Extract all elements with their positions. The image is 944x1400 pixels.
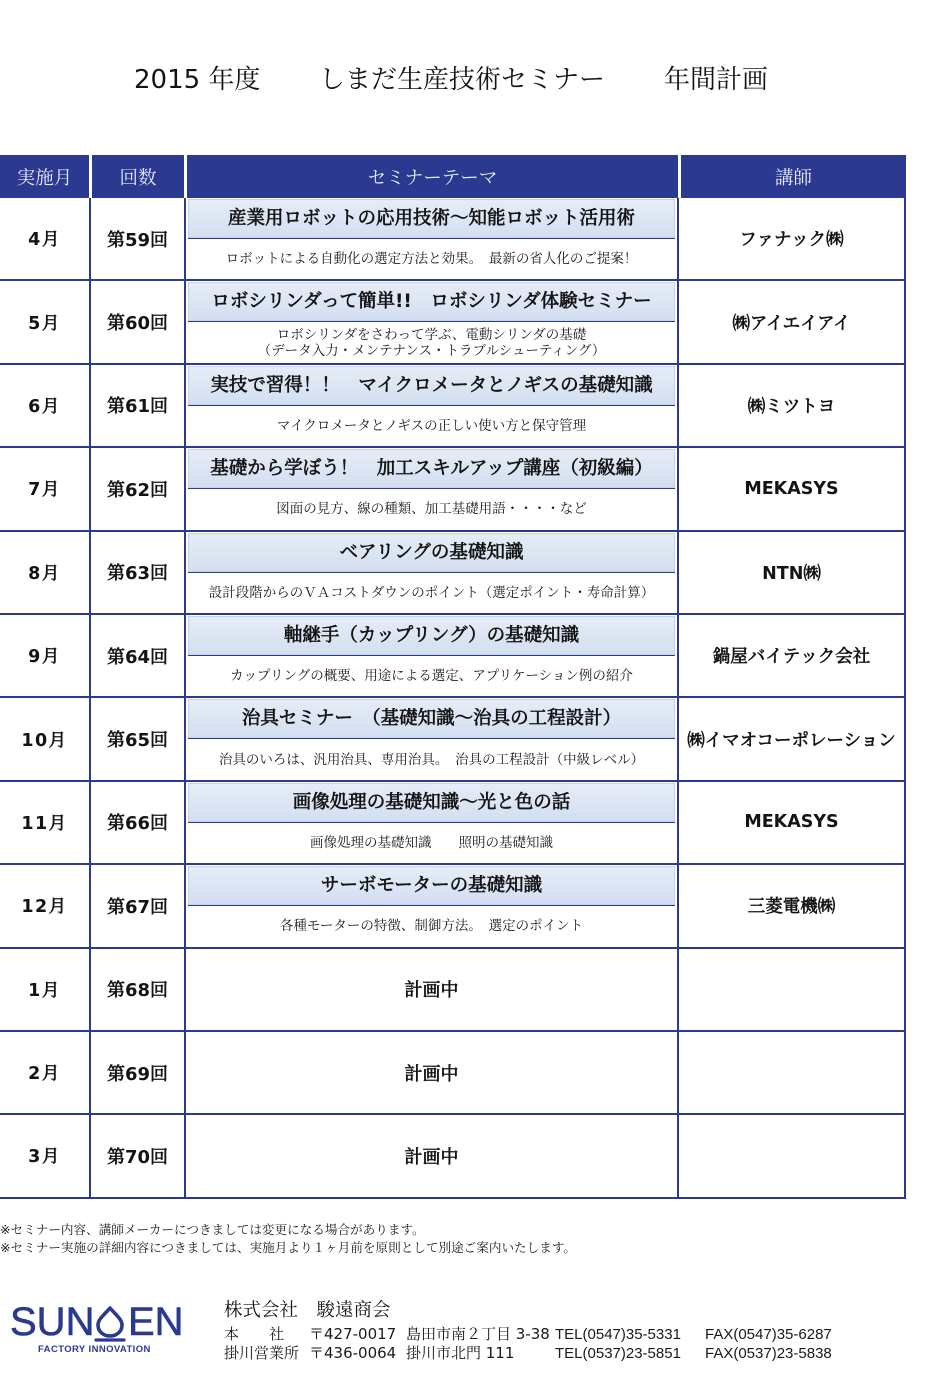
theme-cell xyxy=(186,448,679,529)
lecturer-cell xyxy=(679,1115,906,1196)
header-theme: セミナーテーマ xyxy=(187,155,678,198)
table-row xyxy=(0,865,906,948)
theme-description xyxy=(188,322,675,362)
session-cell: 第63回 xyxy=(91,532,186,613)
office-address: 島田市南２丁目 3-38 xyxy=(406,1325,550,1343)
description-line: マイクロメータとノギスの正しい使い方と保守管理 xyxy=(276,417,587,434)
session-cell: 第69回 xyxy=(91,1032,186,1113)
month-cell: 1月 xyxy=(0,949,91,1030)
theme-title: サーボモーターの基礎知識 xyxy=(188,866,675,906)
lecturer-cell xyxy=(679,1032,906,1113)
table-row xyxy=(0,198,906,281)
session-cell: 第64回 xyxy=(91,615,186,696)
theme-title: 軸継手（カップリング）の基礎知識 xyxy=(188,616,675,656)
lecturer-cell: 三菱電機㈱ xyxy=(679,865,906,946)
session-cell: 第65回 xyxy=(91,698,186,779)
company-name: 株式会社 駿遠商会 xyxy=(224,1300,391,1321)
lecturer-cell: MEKASYS xyxy=(679,448,906,529)
theme-title: ベアリングの基礎知識 xyxy=(188,533,675,573)
theme-cell: 計画中 xyxy=(186,1032,679,1113)
description-line: 画像処理の基礎知識 照明の基礎知識 xyxy=(310,834,553,851)
table-row xyxy=(0,448,906,531)
theme-title: 産業用ロボットの応用技術～知能ロボット活用術 xyxy=(188,199,675,239)
theme-cell: 計画中 xyxy=(186,949,679,1030)
table-row xyxy=(0,949,906,1032)
theme-description xyxy=(188,906,675,946)
description-line: 設計段階からのＶＡコストダウンのポイント（選定ポイント・寿命計算） xyxy=(208,584,655,601)
theme-description xyxy=(188,739,675,779)
theme-description xyxy=(188,489,675,529)
description-line: 各種モーターの特徴、制御方法。 選定のポイント xyxy=(279,918,584,935)
session-cell: 第70回 xyxy=(91,1115,186,1196)
month-cell: 3月 xyxy=(0,1115,91,1196)
description-line: ロボシリンダをさわって学ぶ、電動シリンダの基礎 xyxy=(276,326,587,343)
office-name: 掛川営業所 xyxy=(224,1344,300,1362)
theme-cell xyxy=(186,782,679,863)
lecturer-cell xyxy=(679,949,906,1030)
page-title xyxy=(0,62,944,98)
month-cell: 2月 xyxy=(0,1032,91,1113)
session-cell: 第60回 xyxy=(91,281,186,362)
theme-cell xyxy=(186,532,679,613)
month-cell: 12月 xyxy=(0,865,91,946)
month-cell: 10月 xyxy=(0,698,91,779)
month-cell: 5月 xyxy=(0,281,91,362)
theme-title: 治具セミナー （基礎知識～治具の工程設計） xyxy=(188,699,675,739)
theme-cell: 計画中 xyxy=(186,1115,679,1196)
notes xyxy=(0,1221,576,1257)
table-header xyxy=(0,155,906,198)
office-row xyxy=(0,1344,944,1363)
theme-description xyxy=(188,406,675,446)
table-row xyxy=(0,615,906,698)
month-cell: 6月 xyxy=(0,365,91,446)
session-cell: 第68回 xyxy=(91,949,186,1030)
theme-description xyxy=(188,573,675,613)
lecturer-cell: MEKASYS xyxy=(679,782,906,863)
table-row xyxy=(0,782,906,865)
table-row xyxy=(0,1032,906,1115)
theme-cell xyxy=(186,365,679,446)
table-row xyxy=(0,532,906,615)
theme-cell xyxy=(186,865,679,946)
lecturer-cell: ㈱アイエイアイ xyxy=(679,281,906,362)
lecturer-cell: ファナック㈱ xyxy=(679,198,906,279)
office-postal-code: 〒427-0017 xyxy=(309,1325,397,1343)
theme-title: ロボシリンダって簡単!! ロボシリンダ体験セミナー xyxy=(188,282,675,322)
office-tel: TEL(0537)23-5851 xyxy=(555,1345,681,1362)
office-postal-code: 〒436-0064 xyxy=(309,1344,397,1362)
theme-description xyxy=(188,239,675,279)
table-row xyxy=(0,281,906,364)
theme-cell xyxy=(186,615,679,696)
office-address: 掛川市北門 111 xyxy=(406,1344,515,1362)
month-cell: 8月 xyxy=(0,532,91,613)
lecturer-cell: NTN㈱ xyxy=(679,532,906,613)
theme-title: 実技で習得！！ マイクロメータとノギスの基礎知識 xyxy=(188,366,675,406)
session-cell: 第62回 xyxy=(91,448,186,529)
month-cell: 7月 xyxy=(0,448,91,529)
theme-description xyxy=(188,656,675,696)
description-line: ロボットによる自動化の選定方法と効果。 最新の省人化のご提案！ xyxy=(225,251,638,268)
month-cell: 11月 xyxy=(0,782,91,863)
month-cell: 4月 xyxy=(0,198,91,279)
note-line: ※セミナー実施の詳細内容につきましては、実施月より１ヶ月前を原則として別途ご案内いたします。 xyxy=(0,1240,577,1255)
theme-title: 基礎から学ぼう！ 加工スキルアップ講座（初級編） xyxy=(188,449,675,489)
description-line: 治具のいろは、汎用治具、専用治具。 治具の工程設計（中級レベル） xyxy=(218,751,645,768)
description-line: カップリングの概要、用途による選定、アプリケーション例の紹介 xyxy=(230,668,633,685)
session-cell: 第59回 xyxy=(91,198,186,279)
office-row xyxy=(0,1325,944,1344)
table-row xyxy=(0,365,906,448)
theme-description xyxy=(188,823,675,863)
session-cell: 第66回 xyxy=(91,782,186,863)
table-row xyxy=(0,1115,906,1198)
theme-title: 画像処理の基礎知識～光と色の話 xyxy=(188,783,675,823)
theme-cell xyxy=(186,281,679,362)
title-year: 2015 年度 xyxy=(134,65,261,95)
lecturer-cell: ㈱イマオコーポレーション xyxy=(679,698,906,779)
month-cell: 9月 xyxy=(0,615,91,696)
header-lecturer: 講師 xyxy=(681,155,906,198)
logo-tagline: FACTORY INNOVATION xyxy=(38,1344,151,1355)
office-fax: FAX(0547)35-6287 xyxy=(705,1326,832,1343)
theme-cell xyxy=(186,198,679,279)
office-name: 本 社 xyxy=(224,1325,285,1343)
table-row xyxy=(0,698,906,781)
seminar-schedule-table xyxy=(0,155,906,1199)
description-line: （データ入力・メンテナンス・トラブルシューティング） xyxy=(257,342,606,359)
lecturer-cell: ㈱ミツトヨ xyxy=(679,365,906,446)
description-line: 図面の見方、線の種類、加工基礎用語・・・・など xyxy=(276,501,587,518)
office-fax: FAX(0537)23-5838 xyxy=(705,1345,832,1362)
lecturer-cell: 鍋屋バイテック会社 xyxy=(679,615,906,696)
header-session: 回数 xyxy=(92,155,184,198)
logo-text-prefix: SUN xyxy=(10,1300,95,1344)
header-month: 実施月 xyxy=(0,155,89,198)
title-series: しまだ生産技術セミナー xyxy=(319,65,606,95)
note-line: ※セミナー内容、講師メーカーにつきましては変更になる場合があります。 xyxy=(0,1222,425,1237)
session-cell: 第61回 xyxy=(91,365,186,446)
office-tel: TEL(0547)35-5331 xyxy=(555,1326,681,1343)
session-cell: 第67回 xyxy=(91,865,186,946)
logo-text-suffix: EN xyxy=(128,1300,184,1344)
theme-cell xyxy=(186,698,679,779)
title-plan: 年間計画 xyxy=(664,65,769,95)
